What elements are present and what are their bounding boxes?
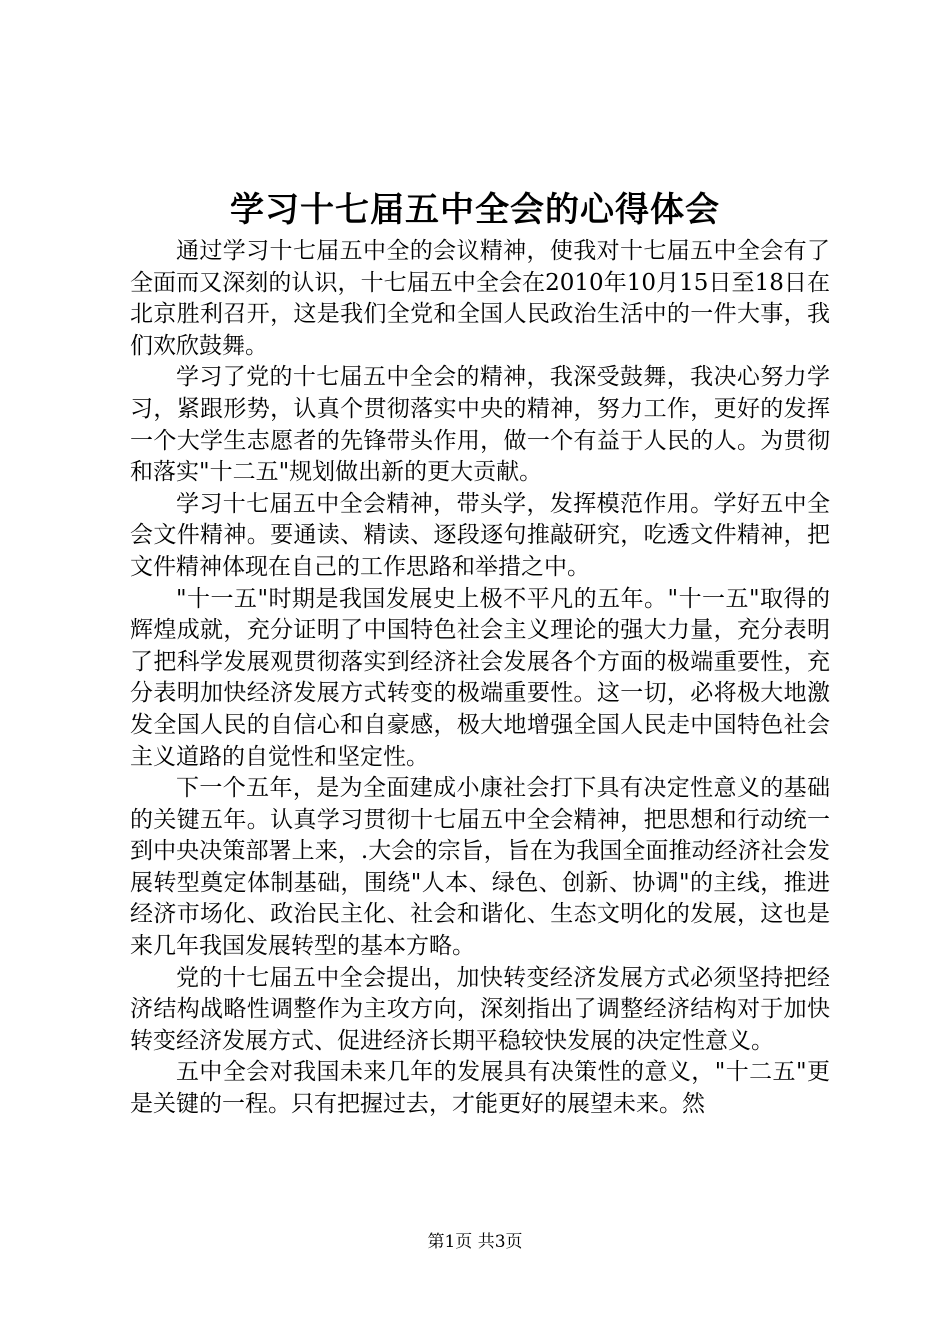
paragraph-5: 下一个五年，是为全面建成小康社会打下具有决定性意义的基础的关键五年。认真学习贯彻十七届五中全会精神，把思想和行动统一到中央决策部署上来，.大会的宗旨，旨在为我国全面推动经济社会发展转型奠定体制基础，围绕"人本、绿色、创新、协调"的主线，推进经济市场化、政治民主化、社会和谐化、生态文明化的发展，这也是来几年我国发展转型的基本方略。 [130,775,830,960]
document-body [130,236,830,1121]
paragraph-7: 五中全会对我国未来几年的发展具有决策性的意义，"十二五"更是关键的一程。只有把握过去，才能更好的展望未来。然 [130,1059,830,1118]
paragraph-3: 学习十七届五中全会精神，带头学，发挥模范作用。学好五中全会文件精神。要通读、精读、逐段逐句推敲研究，吃透文件精神，把文件精神体现在自己的工作思路和举措之中。 [130,490,830,580]
paragraph-6: 党的十七届五中全会提出，加快转变经济发展方式必须坚持把经济结构战略性调整作为主攻方向，深刻指出了调整经济结构对于加快转变经济发展方式、促进经济长期平稳较快发展的决定性意义。 [130,964,830,1054]
document-title: 学习十七届五中全会的心得体会 [230,190,720,230]
paragraph-4: "十一五"时期是我国发展史上极不平凡的五年。"十一五"取得的辉煌成就，充分证明了中国特色社会主义理论的强大力量，充分表明了把科学发展观贯彻落实到经济社会发展各个方面的极端重要性，充分表明加快经济发展方式转变的极端重要性。这一切，必将极大地激发全国人民的自信心和自豪感，极大地增强全国人民走中国特色社会主义道路的自觉性和坚定性。 [130,585,830,770]
paragraph-2: 学习了党的十七届五中全会的精神，我深受鼓舞，我决心努力学习，紧跟形势，认真个贯彻落实中央的精神，努力工作，更好的发挥一个大学生志愿者的先锋带头作用，做一个有益于人民的人。为贯彻和落实"十二五"规划做出新的更大贡献。 [130,364,830,486]
page-number-footer: 第1页 共3页 [427,1232,523,1252]
paragraph-1: 通过学习十七届五中全的会议精神，使我对十七届五中全会有了全面而又深刻的认识，十七届五中全会在2010年10月15日至18日在北京胜利召开，这是我们全党和全国人民政治生活中的一件大事，我们欢欣鼓舞。 [130,238,830,359]
